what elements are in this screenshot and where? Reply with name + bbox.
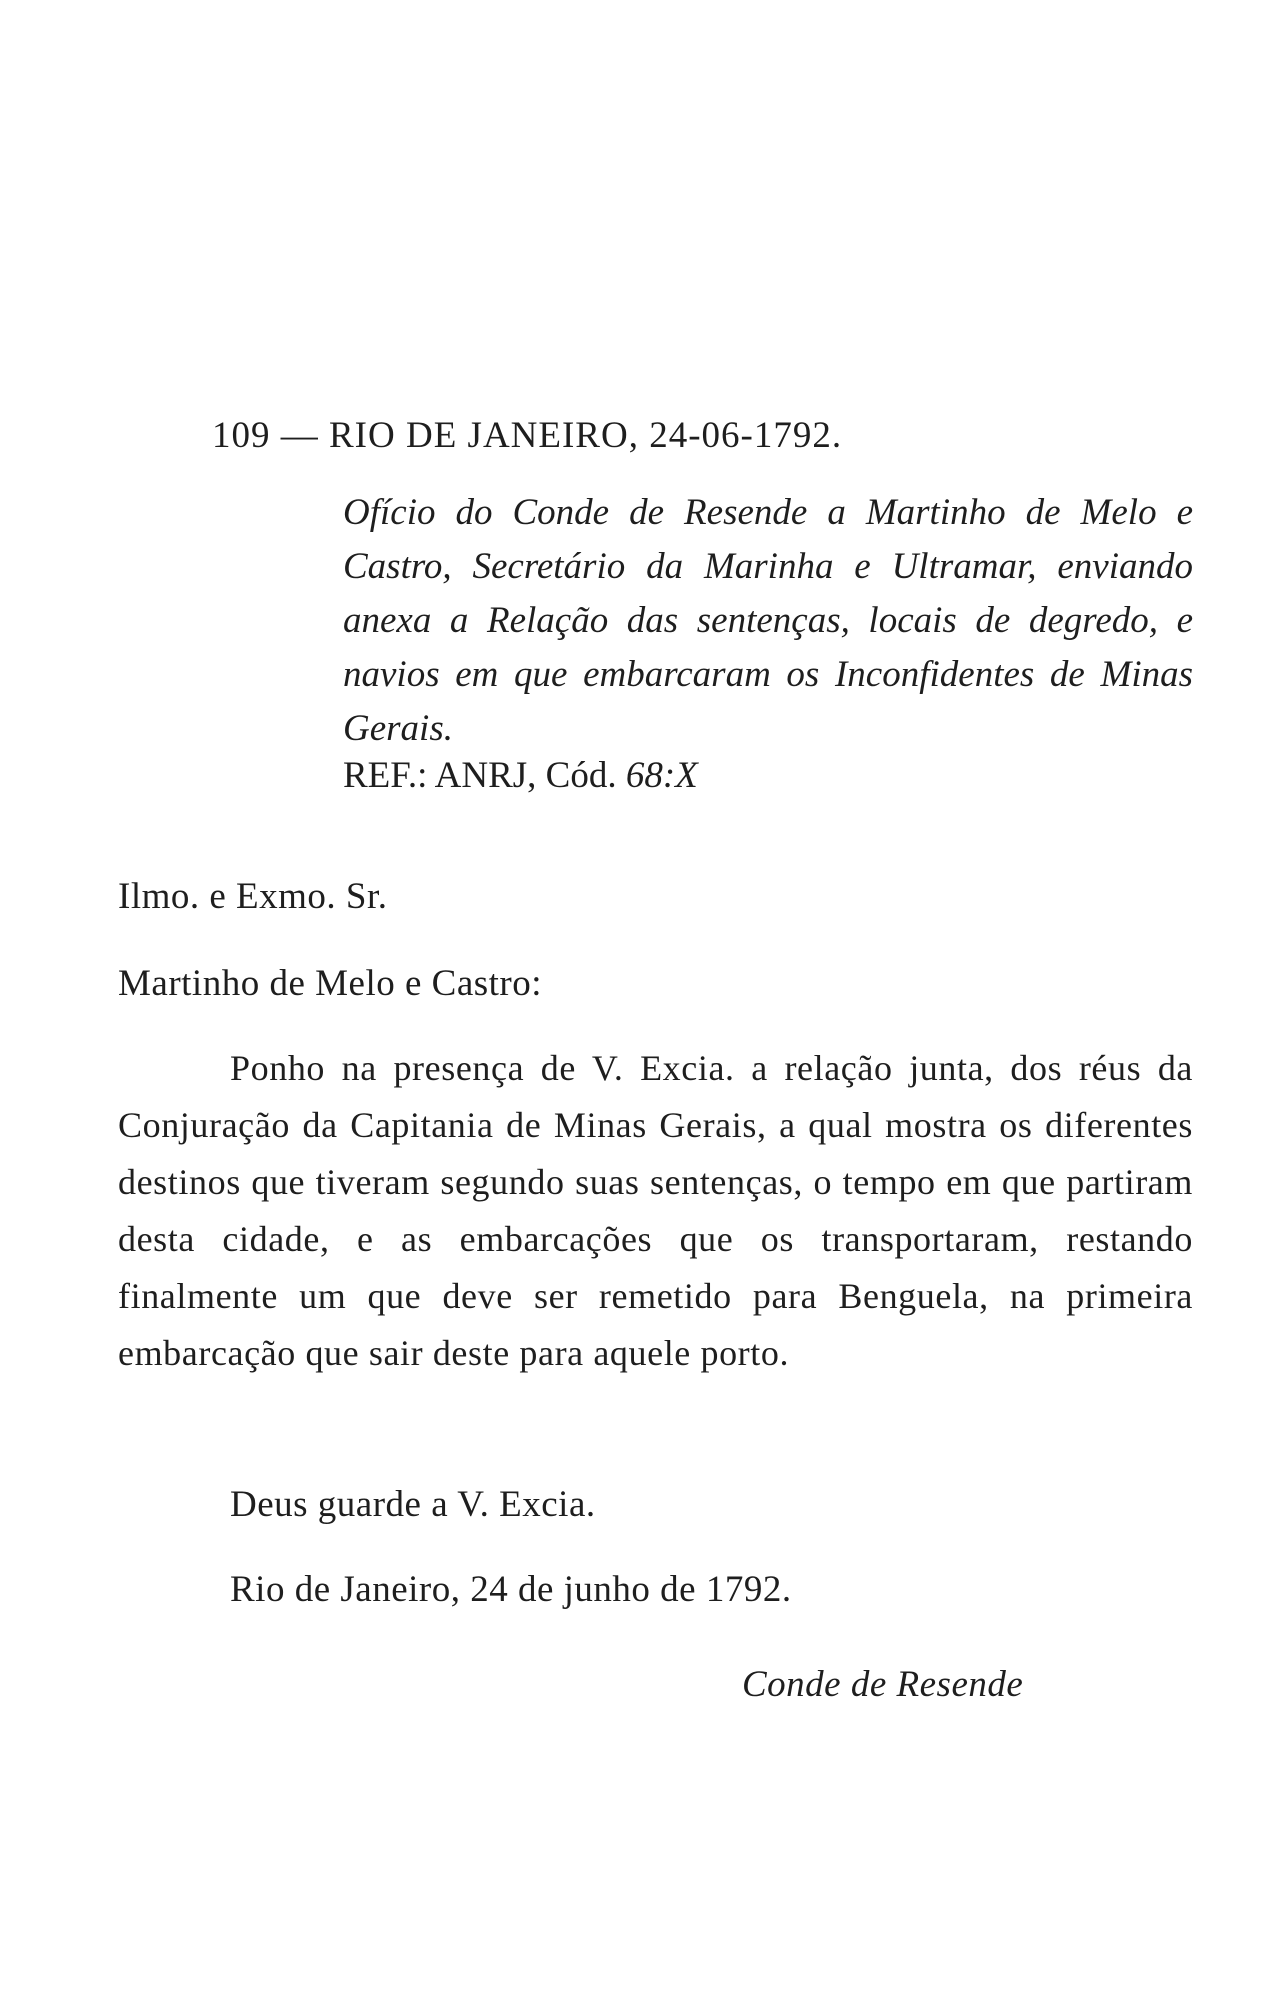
reference-prefix: REF.: ANRJ, Cód. <box>343 755 617 796</box>
letter-body: Ponho na presença de V. Excia. a relação junta, dos réus da Conjuração da Capitania de Minas Gerais, a qual mostra os diferentes destinos que tiveram segundo suas sentenças, o tempo em que partiram desta cidade, e as embarcações que os transportaram, restando finalmente um que deve ser remetido para Benguela, na primeira embarcação que sair deste para aquele porto. <box>118 1048 1193 1373</box>
date-line: Rio de Janeiro, 24 de junho de 1792. <box>230 1569 792 1610</box>
signature: Conde de Resende <box>742 1664 1024 1705</box>
reference-code: 68:X <box>625 755 698 796</box>
closing-line: Deus guarde a V. Excia. <box>230 1484 596 1525</box>
document-heading: 109 — RIO DE JANEIRO, 24-06-1792. <box>212 415 843 456</box>
document-summary: Ofício do Conde de Resende a Martinho de Melo e Castro, Secretário da Marinha e Ultramar, enviando anexa a Relação das sentenças, locais de degredo, e navios em que embarcaram os Inconfidentes de Minas Gerais. <box>343 492 1193 749</box>
archive-reference <box>343 754 698 797</box>
salutation: Ilmo. e Exmo. Sr. <box>118 876 388 917</box>
addressee: Martinho de Melo e Castro: <box>118 963 543 1004</box>
